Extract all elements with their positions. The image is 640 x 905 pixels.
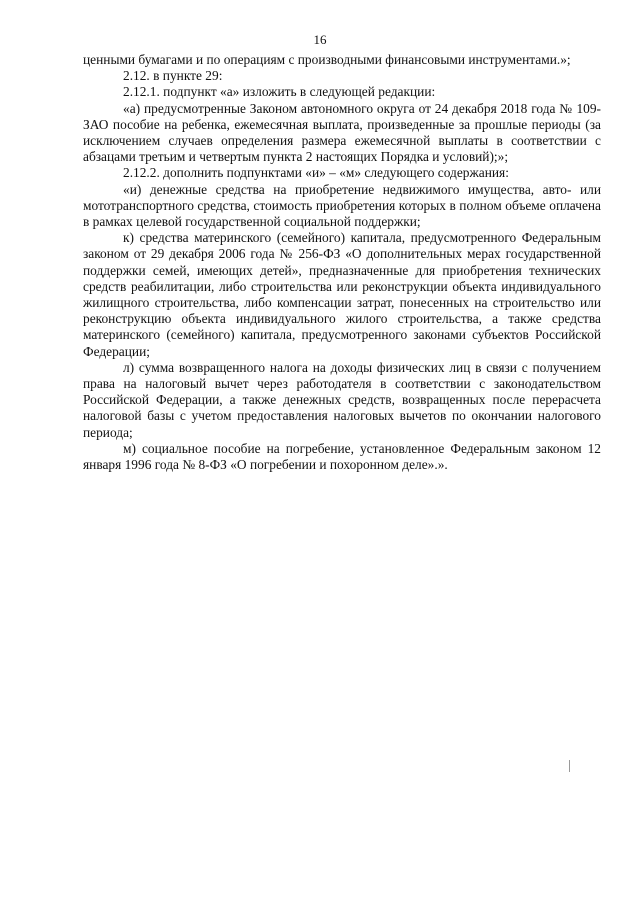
paragraph-subitem-k: к) средства материнского (семейного) капитала, предусмотренного Федеральным законом от 29 декабря 2006 года № 256-ФЗ «О дополнительных мерах государственной поддержки семей, имеющих детей», предназначенные для приобретения технических средств реабилитации, либо строительства или реконструкции объекта индивидуального жилищного строительства, либо компенсации затрат, понесенных на строительство или реконструкцию объекта индивидуального жилого строительства, а также средства материнского (семейного) капитала, предусмотренного законами субъектов Российской Федерации; (83, 230, 601, 359)
paragraph-2-12-2: 2.12.2. дополнить подпунктами «и» – «м» следующего содержания: (123, 165, 509, 181)
paragraph-subitem-l: л) сумма возвращенного налога на доходы физических лиц в связи с получением права на налоговый вычет через работодателя в соответствии с законодательством Российской Федерации, а также денежных средств, возвращенных после перерасчета налоговой базы с учетом предоставления налоговых вычетов по окончании налогового периода; (83, 359, 601, 440)
paragraph-subitem-m: м) социальное пособие на погребение, установленное Федеральным законом 12 января 1996 года № 8-ФЗ «О погребении и похоронном деле».». (83, 440, 601, 473)
paragraph-2-12-1: 2.12.1. подпункт «а» изложить в следующей редакции: (123, 84, 436, 100)
page-number: 16 (313, 32, 327, 47)
paragraph-2-12: 2.12. в пункте 29: (123, 68, 223, 84)
margin-mark (569, 760, 570, 772)
paragraph-subitem-i: «и) денежные средства на приобретение недвижимого имущества, авто- или мототранспортного средства, стоимость приобретения которых в полном объеме оплачена в рамках целевой государственной социальной поддержки; (83, 181, 601, 230)
paragraph-subitem-a: «а) предусмотренные Законом автономного округа от 24 декабря 2018 года № 109-ЗАО пособие на ребенка, ежемесячная выплата, произведенные за прошлые периоды (за исключением случаев определения размера ежемесячной выплаты в соответствии с абзацами третьим и четвертым пункта 2 настоящих Порядка и условий);»; (83, 100, 601, 165)
document-body (83, 52, 601, 473)
paragraph-continuation: ценными бумагами и по операциям с производными финансовыми инструментами.»; (83, 52, 571, 67)
